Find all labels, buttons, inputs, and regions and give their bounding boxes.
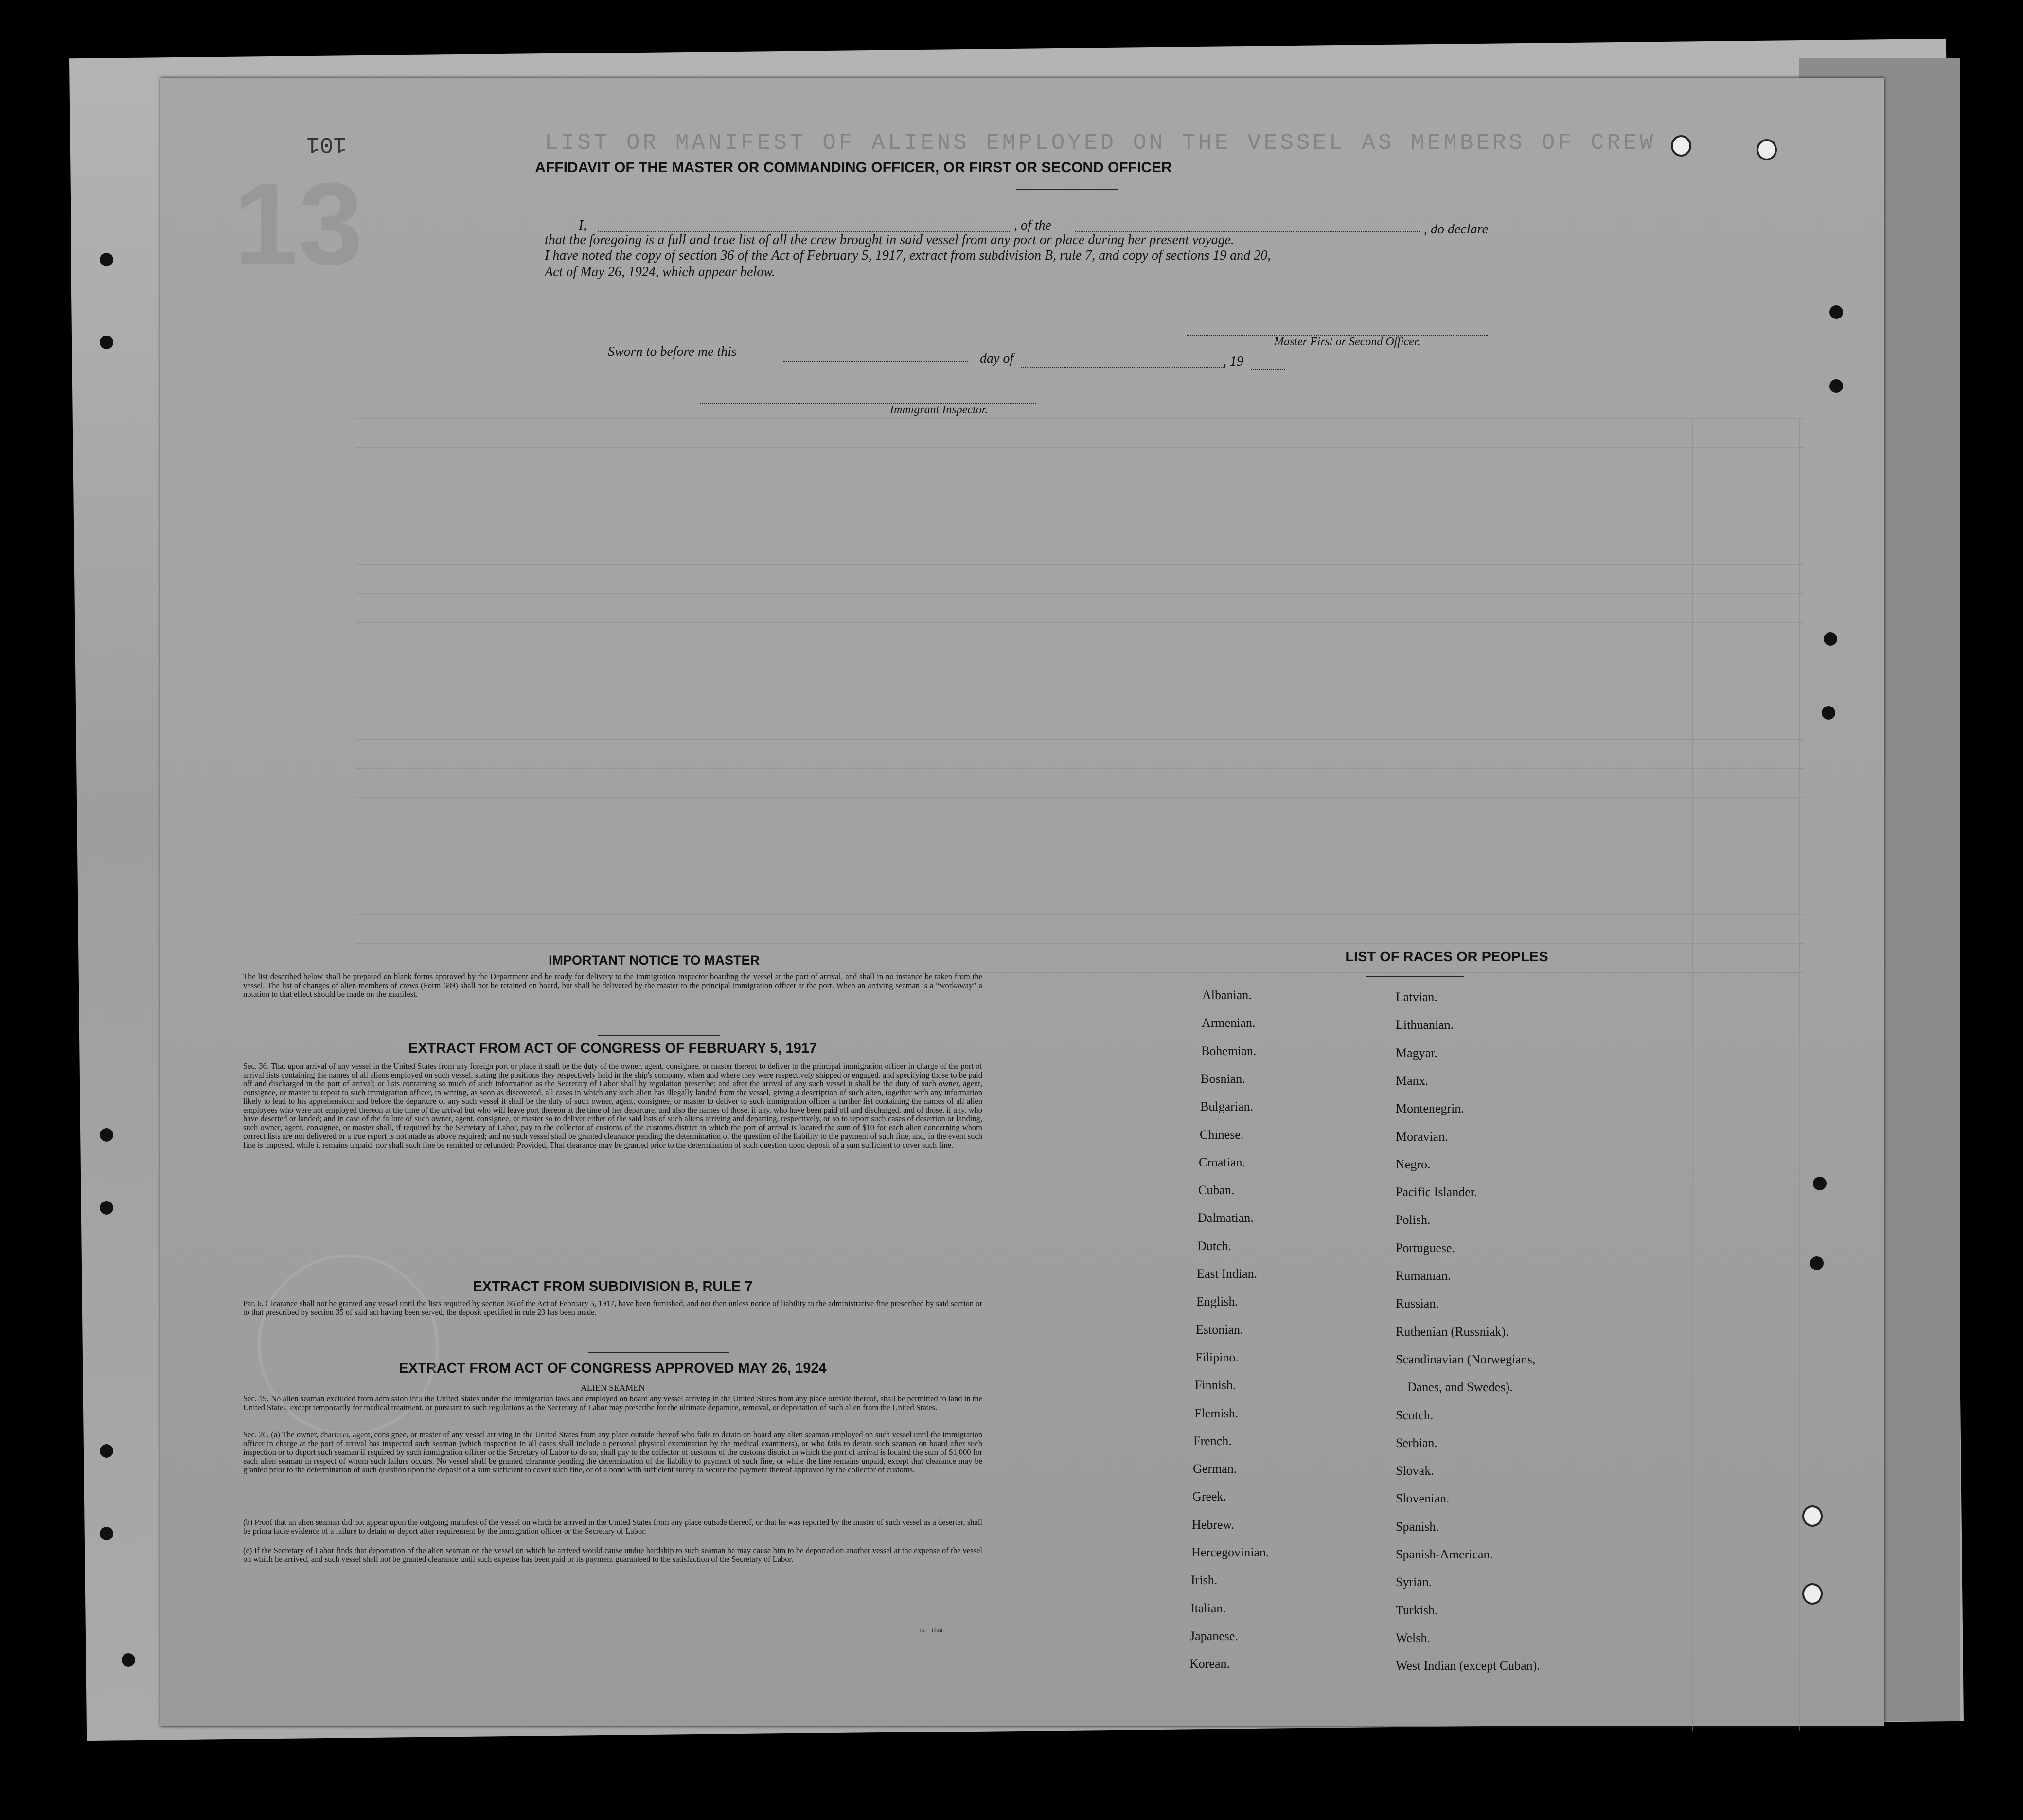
race-item: Scotch. (1396, 1408, 1434, 1422)
race-item: Ruthenian (Russniak). (1396, 1324, 1509, 1339)
race-item: Latvian. (1396, 990, 1437, 1004)
punch-hole (1813, 1177, 1827, 1190)
race-item: Pacific Islander. (1396, 1185, 1477, 1200)
race-item: French. (1193, 1433, 1232, 1448)
race-item: Italian. (1190, 1601, 1226, 1615)
seal-stamp (258, 1255, 439, 1435)
divider (588, 1352, 729, 1353)
race-item: Hebrew. (1192, 1517, 1235, 1532)
races-title: LIST OF RACES OR PEOPLES (1345, 949, 1548, 965)
sworn-day-blank[interactable] (783, 361, 968, 362)
race-item: Estonian. (1196, 1322, 1243, 1337)
race-item: Bohemian. (1201, 1043, 1257, 1058)
affidavit-i: I, (579, 218, 587, 233)
signature-label: Master First or Second Officer. (1274, 336, 1420, 348)
race-item: Montenegrin. (1396, 1101, 1464, 1116)
month-blank[interactable] (1021, 367, 1225, 368)
race-item: Portuguese. (1396, 1240, 1455, 1255)
sec20b-body: (b) Proof that an alien seaman did not appear upon the outgoing manifest of the vessel on which he arrived in the United States from any place outside thereof, or that he was reported by the master of such vessel as a deserter, shall be prima facie evidence of a failure to detain or deport after requirement by the immigration officer or the Secretary of Labor. (243, 1518, 982, 1536)
extract1-body: Sec. 36. That upon arrival of any vessel in the United States from any foreign port or place it shall be the duty of the owner, agent, consignee, or master thereof to deliver to the principal immigration officer in charge of the port of arrival lists containing the names of all aliens employed on such vessel, stating the positions they respectively hold in the ship's company, when and where they were respectively shipped or engaged, and specifying those to be paid off and discharged in the port of arrival; or lists containing so much of such information as the Secretary of Labor shall by regulation prescribe; and after the arrival of any such vessel it shall be the duty of such owner, agent, consignee, or master to report to such immigration officer, in writing, as soon as discovered, all cases in which any such alien has illegally landed from the vessel, giving a description of such alien, together with any information likely to lead to his apprehension; and before the departure of any such vessel it shall be the duty of such owner, agent, consignee, or master to deliver to such immigration officer a further list containing the names of all alien employees who were not employed thereon at the time of the arrival but who will leave port thereon at the time of her departure, and also the names of those, if any, who have been paid off and discharged, and of those, if any, who have deserted or landed; and in case of the failure of such owner, agent, consignee, or master so to deliver either of the said lists of such aliens arriving and departing, respectively, or so to report such cases of desertion or landing, such owner, agent, consignee, or master shall, if required by the Secretary of Labor, pay to the collector of customs of the customs district in which the port of arrival is located the sum of $10 for each alien concerning whom correct lists are not delivered or a true report is not made as above required; and no such vessel shall be granted clearance pending the determination of the question of the liability to the payment of such fine, and, in the event such fine is imposed, while it remains unpaid; nor shall such fine be remitted or refunded: Provided, That clearance may be granted prior to the determination of such question upon deposit of a sum sufficient to cover such fine. (243, 1061, 982, 1149)
manifest-page (160, 78, 1884, 1726)
punch-hole (1671, 135, 1691, 157)
race-item: Cuban. (1198, 1183, 1235, 1198)
ghost-stamp: 13 (233, 159, 363, 289)
race-item: English. (1196, 1294, 1238, 1309)
punch-hole (1829, 379, 1843, 393)
race-item: Spanish. (1396, 1519, 1439, 1534)
race-item: German. (1193, 1462, 1237, 1476)
binder-hole (100, 1444, 113, 1458)
day-of-label: day of (980, 351, 1014, 366)
race-item: Rumanian. (1396, 1269, 1451, 1283)
race-item: Filipino. (1195, 1350, 1239, 1364)
binder-hole (100, 1527, 113, 1540)
race-item: Serbian. (1396, 1435, 1437, 1450)
race-item: Danes, and Swedes). (1407, 1380, 1513, 1395)
race-item: Dutch. (1197, 1238, 1232, 1253)
extract2-title: EXTRACT FROM SUBDIVISION B, RULE 7 (473, 1279, 753, 1294)
extract1-title: EXTRACT FROM ACT OF CONGRESS OF FEBRUARY 5, 1917 (408, 1041, 817, 1056)
ghost-table (160, 78, 1884, 1726)
extract3-subtitle: ALIEN SEAMEN (580, 1383, 645, 1393)
race-item: Irish. (1191, 1573, 1218, 1588)
extract2-body: Par. 6. Clearance shall not be granted any vessel until the lists required by section 36 of the Act of February 5, 1917, have been furnished, and not then unless notice of liability to the administrative fine prescribed by said section or to that prescribed by section 35 of said act having been served, the deposit specified in rule 23 has been made. (243, 1299, 982, 1317)
punch-hole (1822, 706, 1835, 720)
punch-hole (1802, 1505, 1823, 1527)
race-item: Finnish. (1195, 1378, 1236, 1393)
form-number: 14—1240 (919, 1627, 942, 1634)
race-item: Albanian. (1202, 988, 1252, 1002)
race-item: West Indian (except Cuban). (1396, 1659, 1540, 1673)
race-item: Lithuanian. (1396, 1018, 1454, 1032)
race-item: Turkish. (1396, 1603, 1438, 1617)
affidavit-of-the: , of the (1014, 218, 1051, 233)
race-item: East Indian. (1197, 1267, 1258, 1281)
race-item: Negro. (1396, 1157, 1431, 1171)
binder-hole (100, 1201, 113, 1215)
affidavit-line4: Act of May 26, 1924, which appear below. (545, 265, 775, 280)
race-item: Slovenian. (1396, 1491, 1450, 1506)
notice-body: The list described below shall be prepared on blank forms approved by the Department and be ready for delivery to the immigration inspector boarding the vessel at the port of arrival, and shall in no instance be taken from the vessel. The list of changes of alien members of crews (Form 689) shall not be retained on board, but shall be delivered by the master to the principal immigration officer at the port. When an arriving seaman is a “workaway” a notation to that effect should be made on the manifest. (243, 972, 982, 999)
punch-hole (1802, 1583, 1823, 1605)
sec20a-body: Sec. 20. (a) The owner, charterer, agent, consignee, or master of any vessel arriving in the United States from any place outside thereof who fails to detain on board any alien seaman employed on such vessel until the immigration officer in charge at the port of arrival has inspected such seaman (which inspection in all cases shall include a personal physical examination by the medical examiners), or who fails to detain such seaman on board after such inspection or to deport such seaman if required by such immigration officer or the Secretary of Labor to do so, shall pay to the collector of customs of the customs district in which the port of arrival is located the sum of $1,000 for each alien seaman in respect of whom such failure occurs. No vessel shall be granted clearance pending the determination of the liability to payment of such fine, or while the fine remains unpaid, except that clearance may be granted prior to the determination of such question upon the deposit of a sum sufficient to cover such fine, or of a bond with sufficient surety to secure the payment thereof approved by the collector of customs. (243, 1430, 982, 1474)
race-item: Russian. (1396, 1296, 1439, 1311)
race-item: Bosnian. (1201, 1071, 1245, 1086)
punch-hole (1829, 305, 1843, 319)
race-item: Manx. (1396, 1073, 1429, 1088)
year-blank[interactable] (1251, 369, 1285, 370)
race-item: Croatian. (1199, 1155, 1246, 1169)
punch-hole (1824, 632, 1837, 646)
extract3-title: EXTRACT FROM ACT OF CONGRESS APPROVED MAY 26, 1924 (399, 1361, 827, 1376)
race-item: Chinese. (1200, 1127, 1244, 1142)
race-item: Korean. (1189, 1657, 1230, 1671)
affidavit-declare: , do declare (1424, 222, 1488, 237)
race-item: Moravian. (1396, 1129, 1448, 1144)
divider (1016, 189, 1118, 190)
binder-hole (122, 1653, 135, 1667)
race-item: Slovak. (1396, 1464, 1434, 1478)
race-item: Flemish. (1194, 1406, 1239, 1420)
race-item: Japanese. (1190, 1628, 1238, 1643)
punch-hole (1757, 139, 1777, 160)
race-item: Polish. (1396, 1213, 1431, 1227)
sworn-label: Sworn to before me this (608, 344, 737, 359)
race-item: Armenian. (1202, 1016, 1256, 1030)
sec19-body: Sec. 19. No alien seaman excluded from admission into the United States under the immigration laws and employed on board any vessel arriving in the United States from any place outside thereof, shall be permitted to land in the United States, except temporarily for medical treatment, or pursuant to such regulations as the Secretary of Labor may prescribe for the ultimate departure, removal, or deportation of such alien from the United States. (243, 1394, 982, 1412)
binder-hole (100, 1128, 113, 1142)
inspector-label: Immigrant Inspector. (890, 404, 988, 416)
binder-hole (100, 253, 113, 266)
affidavit-line3: I have noted the copy of section 36 of the Act of February 5, 1917, extract from subdivision B, rule 7, and copy of sections 19 and 20, (545, 248, 1271, 263)
punch-hole (1810, 1256, 1824, 1270)
race-item: Hercegovinian. (1191, 1545, 1269, 1559)
race-item: Bulgarian. (1200, 1099, 1254, 1114)
race-item: Spanish-American. (1396, 1547, 1493, 1561)
race-item: Magyar. (1396, 1045, 1437, 1060)
background-header: LIST OR MANIFEST OF ALIENS EMPLOYED ON THE VESSEL AS MEMBERS OF CREW (545, 130, 1656, 156)
race-item: Syrian. (1396, 1575, 1432, 1590)
race-item: Scandinavian (Norwegians, (1396, 1352, 1536, 1366)
binder-hole (100, 336, 113, 349)
year-label: , 19 (1223, 354, 1243, 369)
divider (598, 1035, 720, 1036)
sec20c-body: (c) If the Secretary of Labor finds that deportation of the alien seaman on the vessel on which he arrived would cause undue hardship to such seaman he may cause him to be deported on another vessel at the expense of the vessel on which he arrived, and such vessel shall not be granted clearance until such expense has been paid or its payment guaranteed to the satisfaction of the Secretary of Labor. (243, 1546, 982, 1564)
race-item: Greek. (1192, 1489, 1227, 1504)
notice-title: IMPORTANT NOTICE TO MASTER (549, 953, 760, 968)
divider (1366, 976, 1464, 977)
corner-note: 101 (306, 131, 347, 157)
race-item: Dalmatian. (1198, 1211, 1254, 1225)
affidavit-line2: that the foregoing is a full and true list of all the crew brought in said vessel from any port or place during her present voyage. (545, 232, 1235, 247)
race-item: Welsh. (1396, 1630, 1430, 1645)
affidavit-title: AFFIDAVIT OF THE MASTER OR COMMANDING OFFICER, OR FIRST OR SECOND OFFICER (535, 159, 1172, 176)
